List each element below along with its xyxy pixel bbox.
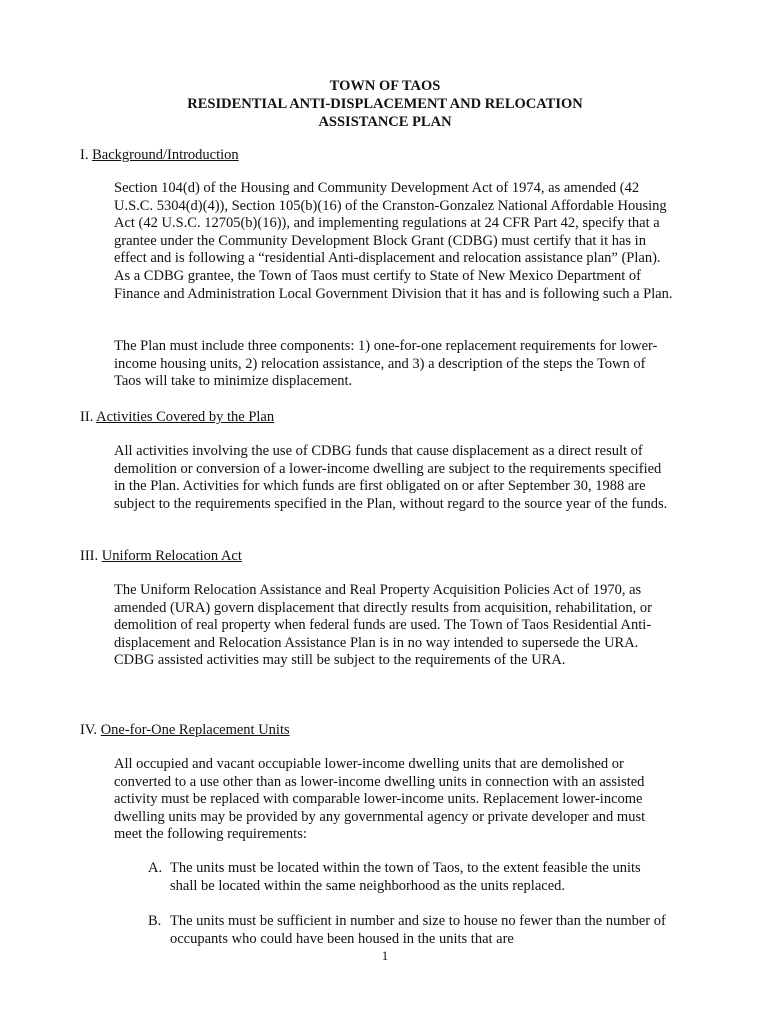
paragraph: All occupied and vacant occupiable lower-income dwelling units that are demolished or converted to a use other than as lower-income dwelling units in connection with an assisted activity must be replaced with comparable lower-income units. Replacement lower-income dwelling units may be provided by any governmental agency or private developer and must meet the following requirements: bbox=[114, 756, 646, 843]
paragraph: The Plan must include three components: 1) one-for-one replacement requirements for lower-income housing units, 2) relocation assistance, and 3) a description of the steps the Town of Taos will take to minimize displacement. bbox=[114, 338, 658, 390]
section-heading-number: III. bbox=[80, 548, 102, 564]
list-item-label: A. bbox=[148, 860, 163, 876]
paragraph: All activities involving the use of CDBG funds that cause displacement as a direct result of demolition or conversion of a lower-income dwelling are subject to the requirements specified in the Plan. Activities for which funds are first obligated on or after September 30, 1988 are subject to the requirements specified in the Plan, without regard to the source year of the funds. bbox=[114, 443, 668, 512]
section-heading-3 bbox=[80, 547, 242, 565]
page-number: 1 bbox=[381, 948, 389, 963]
paragraph: Section 104(d) of the Housing and Community Development Act of 1974, as amended (42 U.S.C. 5304(d)(4)), Section 105(b)(16) of the Cranston-Gonzalez National Affordable Housing Act (42 U.S.C. 12705(b)(16)), and implementing regulations at 24 CFR Part 42, specify that a grantee under the Community Development Block Grant (CDBG) must certify that it has in effect and is following a “residential Anti-displacement and relocation assistance plan” (Plan). As a CDBG grantee, the Town of Taos must certify to State of New Mexico Department of Finance and Administration Local Government Division that it has and is following such a Plan. bbox=[114, 180, 673, 302]
section-heading-4 bbox=[80, 721, 290, 739]
section-heading-text: Background/Introduction bbox=[92, 147, 239, 163]
list-item-label: B. bbox=[148, 913, 162, 929]
list-item-text: The units must be sufficient in number and size to house no fewer than the number of occupants who could have been housed in the units that are bbox=[170, 913, 666, 947]
section-heading-number: I. bbox=[80, 147, 93, 163]
section-heading-1 bbox=[80, 146, 239, 164]
section-heading-text: One-for-One Replacement Units bbox=[100, 722, 290, 738]
section-heading-text: Activities Covered by the Plan bbox=[96, 409, 275, 425]
section-heading-number: IV. bbox=[80, 722, 101, 738]
section-heading-2 bbox=[80, 408, 274, 426]
section-heading-text: Uniform Relocation Act bbox=[101, 548, 242, 564]
paragraph: The Uniform Relocation Assistance and Real Property Acquisition Policies Act of 1970, as amended (URA) govern displacement that directly results from acquisition, rehabilitation, or demolition of real property when federal funds are used. The Town of Taos Residential Anti-displacement and Relocation Assistance Plan is in no way intended to supersede the URA. CDBG assisted activities may still be subject to the requirements of the URA. bbox=[114, 582, 652, 669]
document-title-line-3: ASSISTANCE PLAN bbox=[318, 114, 452, 130]
document-title-line-1: TOWN OF TAOS bbox=[329, 78, 441, 94]
section-heading-number: II. bbox=[80, 409, 97, 425]
document-title-line-2: RESIDENTIAL ANTI-DISPLACEMENT AND RELOCATION bbox=[187, 96, 583, 112]
list-item-text: The units must be located within the town of Taos, to the extent feasible the units shall be located within the same neighborhood as the units replaced. bbox=[170, 860, 641, 894]
